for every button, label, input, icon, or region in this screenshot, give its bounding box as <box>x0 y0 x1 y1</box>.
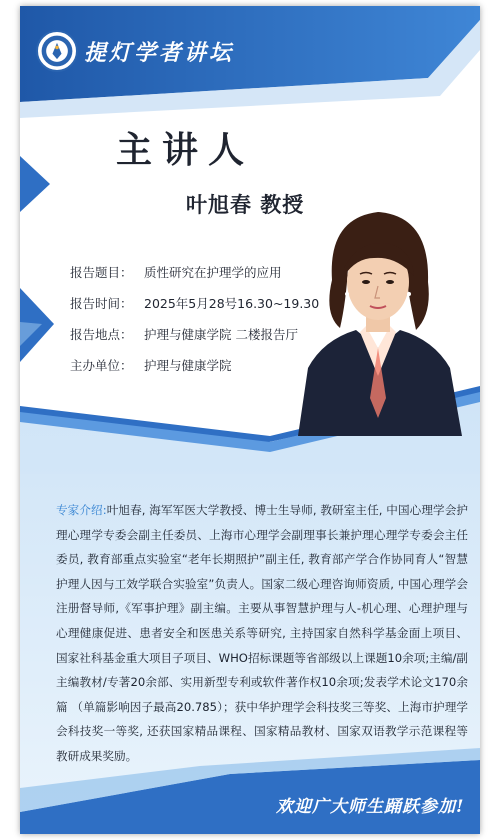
info-value: 护理与健康学院 <box>144 358 232 373</box>
info-key: 报告地点： <box>70 327 133 342</box>
bio-text: 叶旭春, 海军军医大学教授、博士生导师, 教研室主任, 中国心理学会护理心理学专委会副主任委员、上海市心理学会副理事长兼护理心理学专委会主任委员, 教育部重点实验室“老年长期照护”副主任, 教育部产学合作协同育人“智慧护理人因与工效学联合实验室”负责人。国家二级心理咨询师资质, 中国心理学会注册督导师,《军事护理》副主编。主要从事智慧护理与人-机心理、心理护理与心理健康促进、患者安全和医患关系等研究, 主持国家自然科学基金面上项目、国家社科基金重大项目子项目、WHO招标课题等省部级以上课题10余项;主编/副主编教材/专著20余部、实用新型专利或软件著作权10余项;发表学术论文170余篇 （单篇影响因子最高20.785）；获中华护理学会科技奖三等奖、上海市护理学会科技奖一等奖, 还获国家精品课程、国家精品教材、国家双语教学示范课程等教研成果奖励。 <box>56 503 468 763</box>
middle-band-strip <box>20 454 480 474</box>
header-title: 提灯学者讲坛 <box>84 40 235 66</box>
bio-label: 专家介绍: <box>56 503 107 517</box>
school-logo <box>36 30 78 72</box>
footer-slogan: 欢迎广大师生踊跃参加! <box>276 797 465 817</box>
info-key: 报告题目： <box>70 265 133 280</box>
poster <box>20 6 480 834</box>
info-row-topic <box>70 263 282 281</box>
speaker-name: 叶旭春 教授 <box>186 193 305 217</box>
left-chevron-upper <box>20 156 50 212</box>
info-value: 2025年5月28号16.30~19.30 <box>144 296 320 311</box>
info-row-organizer <box>70 356 232 374</box>
main-title: 主讲人 <box>116 130 255 171</box>
info-value: 质性研究在护理学的应用 <box>144 265 282 280</box>
bio-paragraph <box>56 498 468 769</box>
info-key: 主办单位： <box>70 358 133 373</box>
info-row-venue <box>70 325 298 343</box>
info-key: 报告时间： <box>70 296 133 311</box>
info-value: 护理与健康学院 二楼报告厅 <box>144 327 298 342</box>
speaker-portrait <box>278 198 478 436</box>
